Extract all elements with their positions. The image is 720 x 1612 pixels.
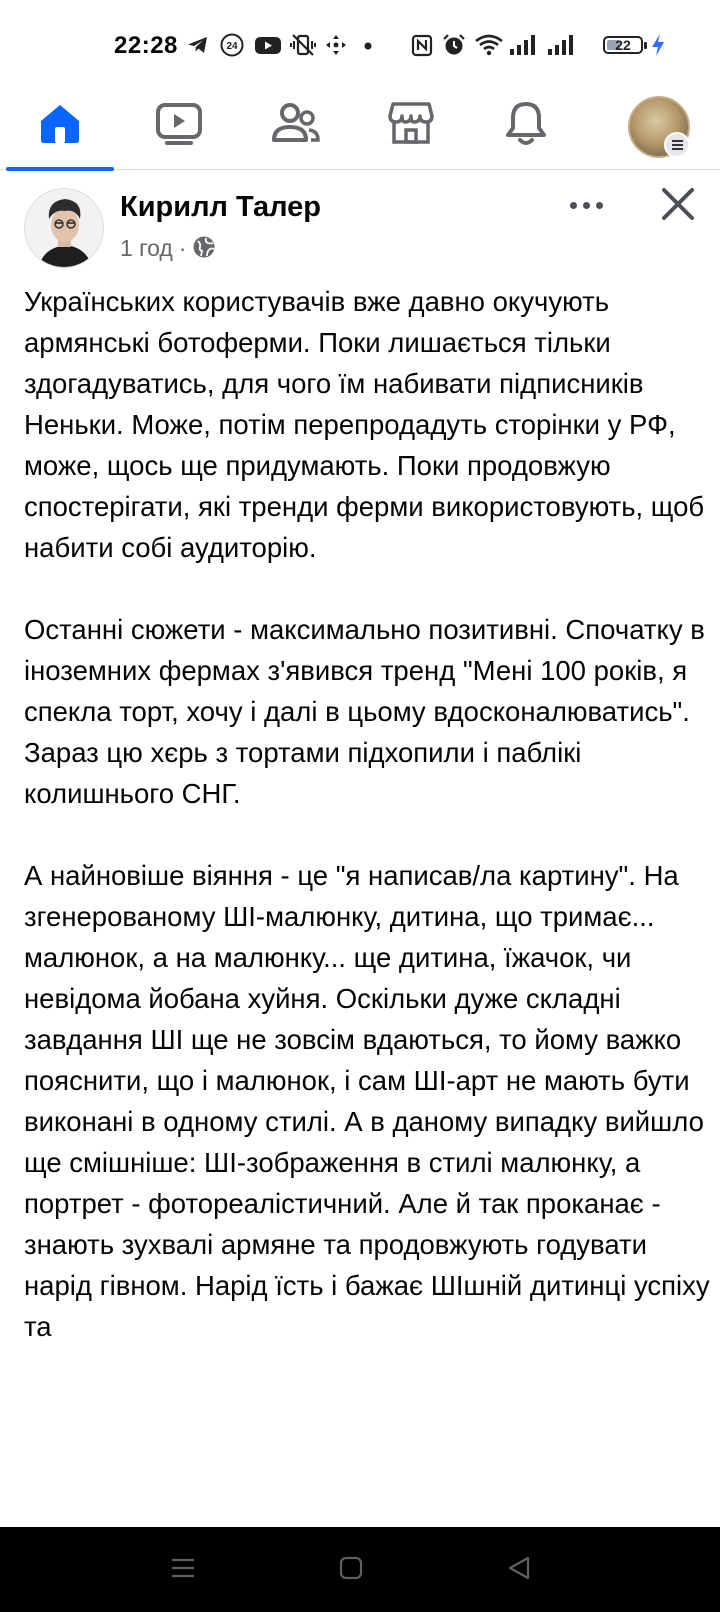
signal-icon xyxy=(508,33,538,57)
vibrate-off-icon xyxy=(290,33,316,57)
home-icon xyxy=(37,100,83,146)
youtube-icon xyxy=(254,33,282,57)
post-time[interactable]: 1 год xyxy=(120,235,173,261)
post-paragraph: А найновіше віяння - це "я написав/ла картину". На згенерованому ШІ-малюнку, дитина, що тримає... малюнок, а на малюнку... ще дитина, їжачок, чи невідома йобана хуйня. Оскільки дуже складні завдання ШІ ще не зовсім вдаються, то йому важко пояснити, що і малюнок, і сам ШІ-арт не мають бути виконані в одному стилі. А в даному випадку вийшло ще смішніше: ШІ-зображення в стилі малюнку, а портрет - фотореалістичний. Але й так проканає - знають зухвалі армяне та продовжують годувати нарід гівном. Нарід їсть і бажає ШІшній дитинці успіху та xyxy=(24,860,710,1342)
system-nav-bar xyxy=(0,1527,720,1612)
tab-marketplace[interactable] xyxy=(354,86,464,170)
post-paragraph: Українських користувачів вже давно окучують армянські ботоферми. Поки лишається тільки здогадуватись, для чого їм набивати підписників Неньки. Може, потім перепродадуть сторінки у РФ, може, щось ще придумають. Поки продовжую спостерігати, які тренди ферми використовують, щоб набити собі аудиторію. xyxy=(24,286,705,563)
post-paragraph: Останні сюжети - максимально позитивні. Спочатку в іноземних фермах з'явився тренд "Мені 100 років, я спекла торт, хочу і далі в цьому вдосконалюватись". Зараз цю хєрь з тортами підхопили і паблікі колишнього СНГ. xyxy=(24,614,705,809)
post-author[interactable]: Кирилл Талер xyxy=(120,191,321,223)
tab-notifications[interactable] xyxy=(470,86,580,170)
dot-icon xyxy=(362,33,374,57)
news-24-icon xyxy=(220,33,244,57)
menu-icon xyxy=(664,132,690,158)
tab-home[interactable] xyxy=(4,86,114,170)
more-icon xyxy=(570,202,577,209)
wifi-icon xyxy=(474,33,504,57)
charging-icon xyxy=(650,33,666,57)
home-square-icon[interactable] xyxy=(338,1555,364,1581)
post-text xyxy=(24,281,710,1347)
battery-level: 22 xyxy=(615,37,631,53)
menu-icon[interactable] xyxy=(170,1555,196,1581)
move-icon xyxy=(324,33,348,57)
alarm-icon xyxy=(442,33,466,57)
author-avatar[interactable] xyxy=(24,188,104,268)
post-more-button[interactable] xyxy=(566,190,612,220)
close-icon[interactable] xyxy=(658,184,698,224)
top-nav xyxy=(0,86,720,170)
tab-video[interactable] xyxy=(122,86,232,170)
telegram-icon xyxy=(186,33,210,57)
marketplace-icon xyxy=(387,100,435,146)
post-meta xyxy=(120,235,216,262)
back-icon[interactable] xyxy=(506,1555,532,1581)
globe-icon xyxy=(192,235,216,259)
friends-icon xyxy=(271,100,321,146)
nfc-icon xyxy=(410,33,434,57)
signal-icon-2 xyxy=(546,33,576,57)
status-bar xyxy=(0,0,720,86)
meta-separator: · xyxy=(178,235,187,261)
video-icon xyxy=(155,100,203,146)
tab-friends[interactable] xyxy=(238,86,348,170)
battery-icon xyxy=(603,36,643,54)
tab-profile-menu[interactable] xyxy=(628,96,690,158)
status-time: 22:28 xyxy=(114,32,178,59)
svg-text:24: 24 xyxy=(226,41,238,52)
bell-icon xyxy=(503,100,549,146)
